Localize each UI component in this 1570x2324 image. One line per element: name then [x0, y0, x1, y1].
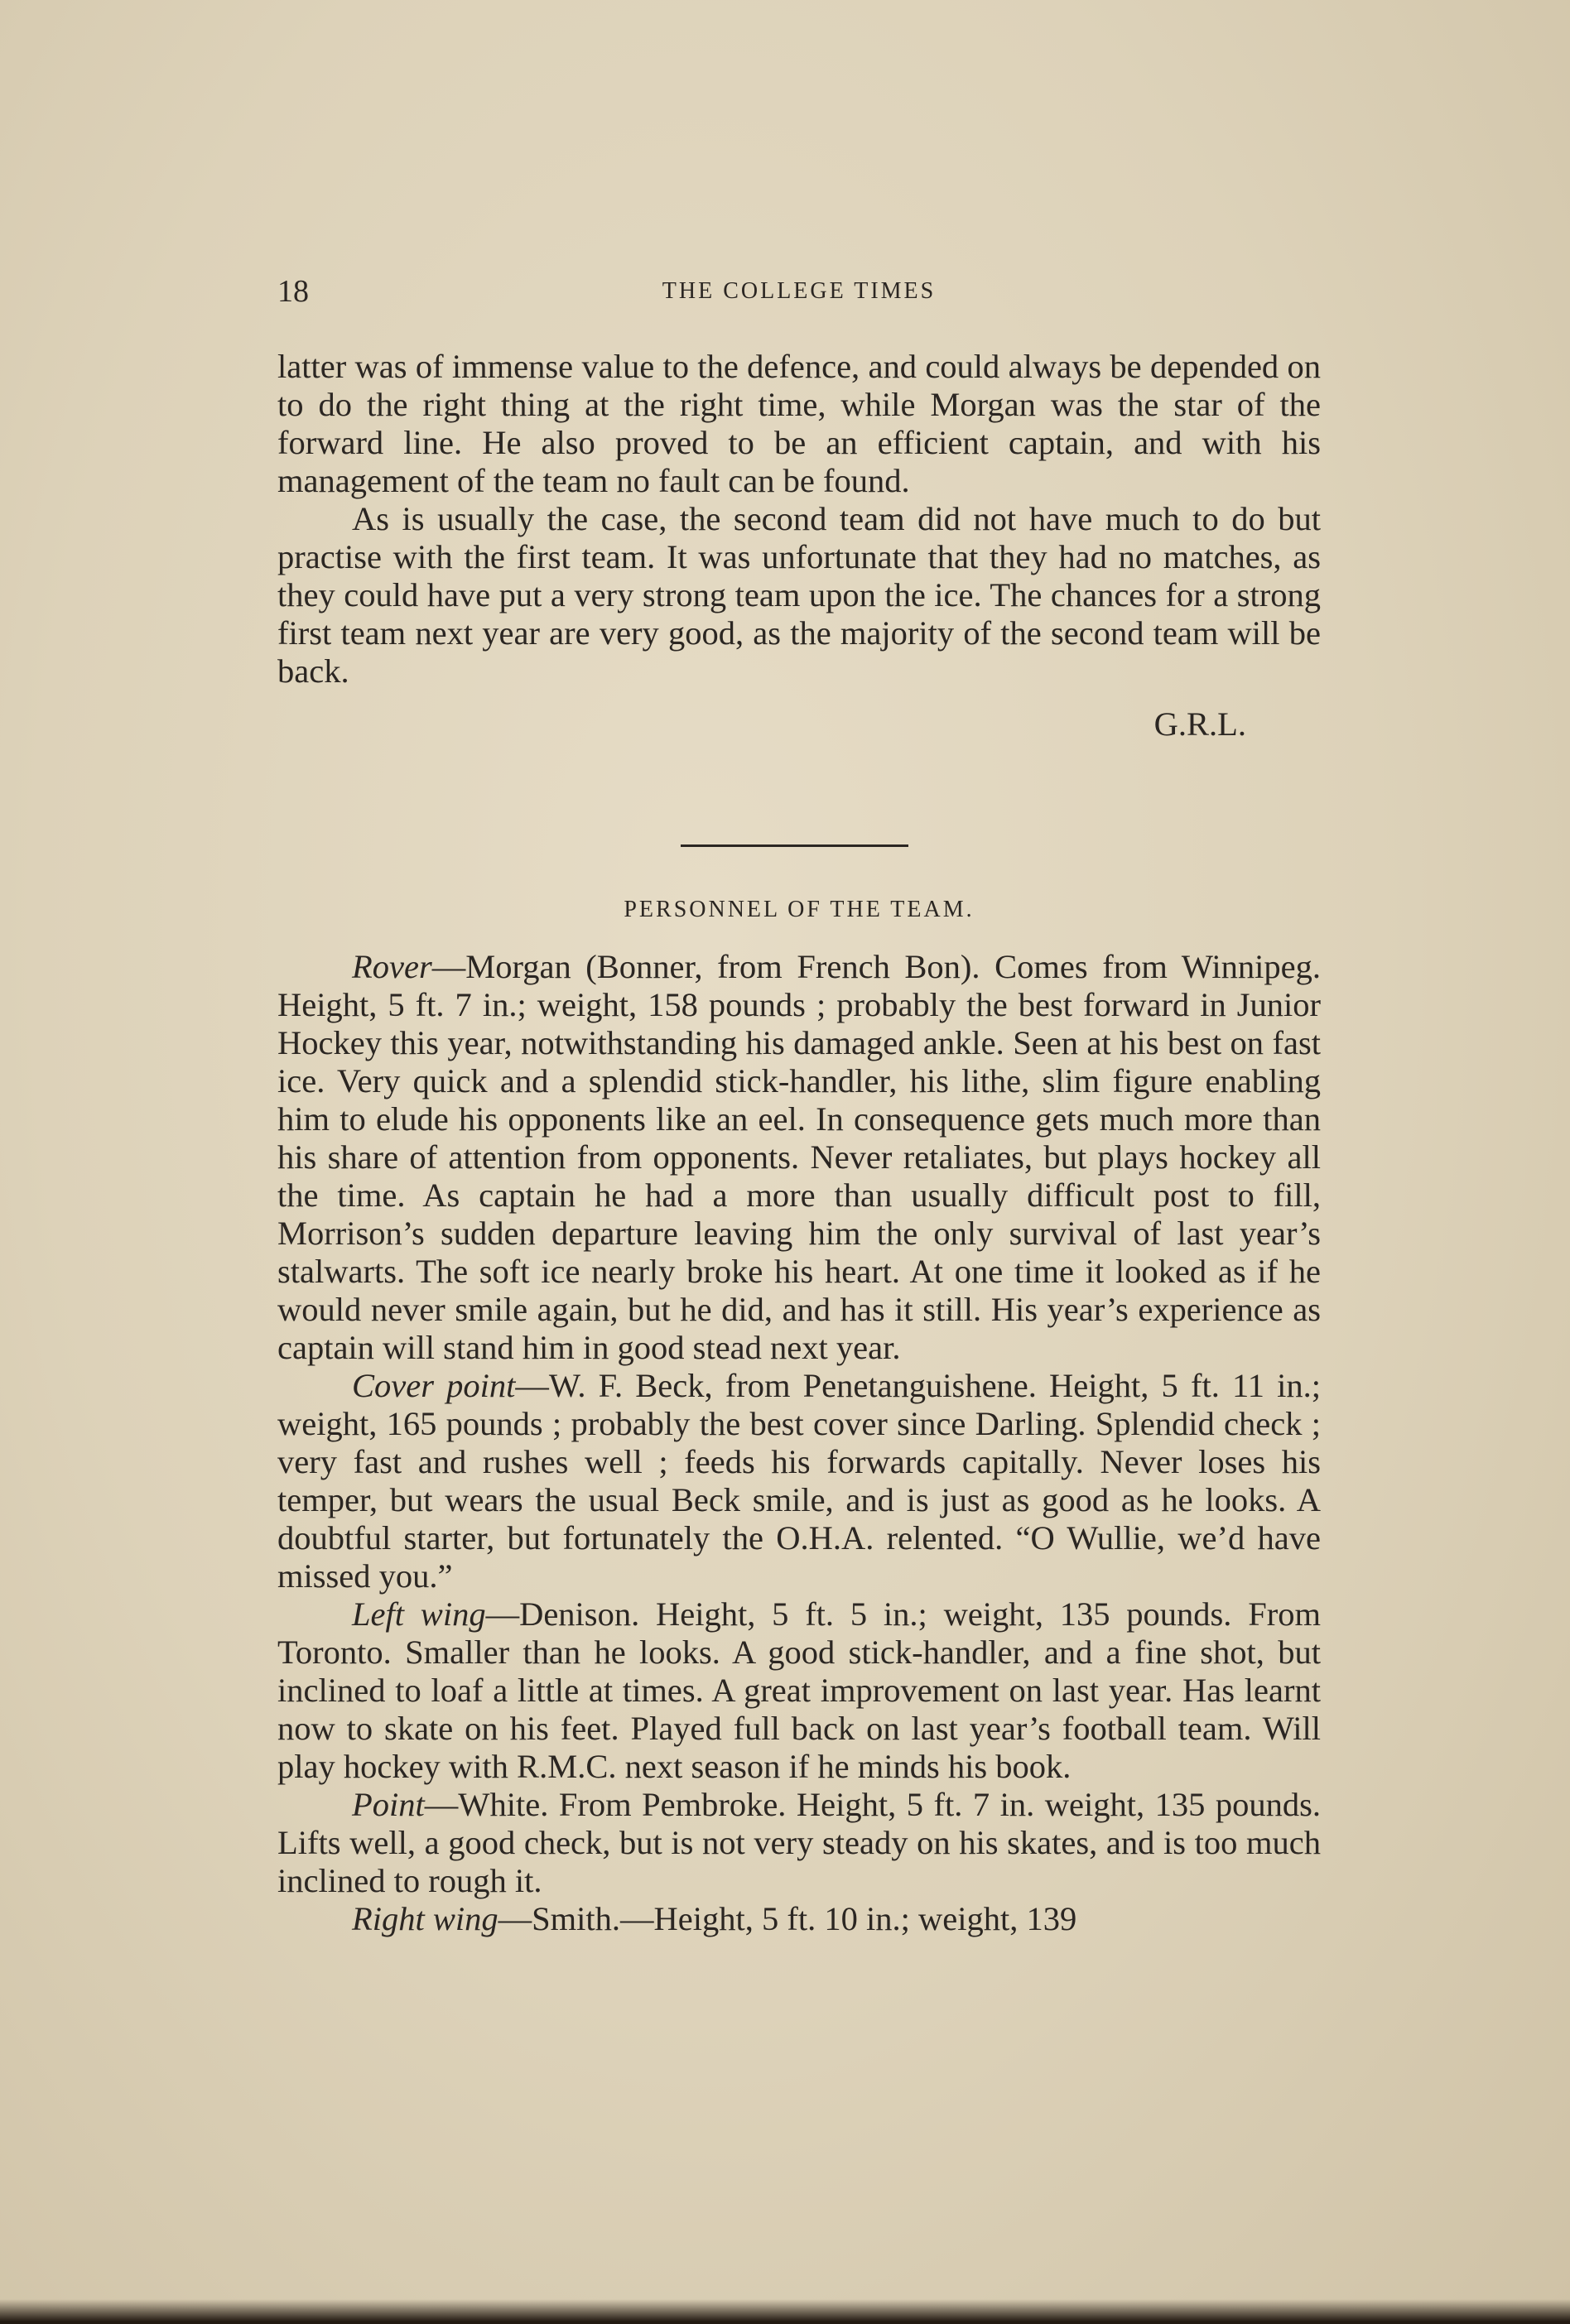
- player-description: —Smith.—Height, 5 ft. 10 in.; weight, 139: [498, 1900, 1077, 1937]
- player-description: —Denison. Height, 5 ft. 5 in.; weight, 135 pounds. From Toronto. Smaller than he looks. A good stick-handler, and a fine shot, but inclined to loaf a little at times. A great improvement on last year. Has learnt now to skate on his feet. Played full back on last year’s football team. Will play hockey with R.M.C. next season if he minds his book.: [277, 1595, 1321, 1785]
- player-position: Rover: [352, 948, 432, 985]
- page-number: 18: [277, 274, 309, 309]
- personnel-entry: [277, 1786, 1321, 1900]
- player-position: Cover point: [352, 1367, 516, 1404]
- paragraph: latter was of immense value to the defence, and could always be depended on to do the right thing at the right time, while Morgan was the star of the forward line. He also proved to be an efficient captain, and with his management of the team no fault can be found.: [277, 348, 1321, 499]
- page-header: [277, 273, 1321, 315]
- player-description: —W. F. Beck, from Penetanguishene. Height, 5 ft. 11 in.; weight, 165 pounds ; probably the best cover since Darling. Splendid check ; very fast and rushes well ; feeds his forwards capitally. Never loses his temper, but wears the usual Beck smile, and is just as good as he looks. A doubtful starter, but fortunately the O.H.A. relented. “O Wullie, we’d have missed you.”: [277, 1367, 1321, 1595]
- player-description: —White. From Pembroke. Height, 5 ft. 7 in. weight, 135 pounds. Lifts well, a good check, but is not very steady on his skates, and is too much inclined to rough it.: [277, 1786, 1321, 1899]
- player-position: Left wing: [352, 1595, 486, 1633]
- personnel-entry: [277, 1900, 1321, 1938]
- personnel-entry: [277, 1595, 1321, 1786]
- author-signature: G.R.L.: [1153, 705, 1246, 743]
- report-body: [277, 348, 1321, 743]
- section-heading: PERSONNEL OF THE TEAM.: [624, 897, 975, 922]
- paragraph: As is usually the case, the second team did not have much to do but practise with the first team. It was unfortunate that they had no matches, as they could have put a very strong team upon the ice. The chances for a strong first team next year are very good, as the majority of the second team will be back.: [277, 500, 1321, 690]
- section-divider: [681, 844, 908, 847]
- player-position: Point: [352, 1786, 425, 1823]
- player-description: —Morgan (Bonner, from French Bon). Comes from Winnipeg. Height, 5 ft. 7 in.; weight, 158 pounds ; probably the best forward in Junior Hockey this year, notwithstanding his damaged ankle. Seen at his best on fast ice. Very quick and a splendid stick-handler, his lithe, slim figure enabling him to elude his opponents like an eel. In consequence gets much more than his share of attention from opponents. Never retaliates, but plays hockey all the time. As captain he had a more than usually difficult post to fill, Morrison’s sudden departure leaving him the only survival of last year’s stalwarts. The soft ice nearly broke his heart. At one time it looked as if he would never smile again, but he did, and has it still. His year’s experience as captain will stand him in good stead next year.: [277, 948, 1321, 1366]
- page-edge-shadow: [0, 2299, 1570, 2324]
- personnel-list: [277, 948, 1321, 1938]
- player-position: Right wing: [352, 1900, 498, 1937]
- personnel-entry: [277, 1367, 1321, 1595]
- personnel-entry: [277, 948, 1321, 1367]
- running-title: THE COLLEGE TIMES: [662, 278, 937, 304]
